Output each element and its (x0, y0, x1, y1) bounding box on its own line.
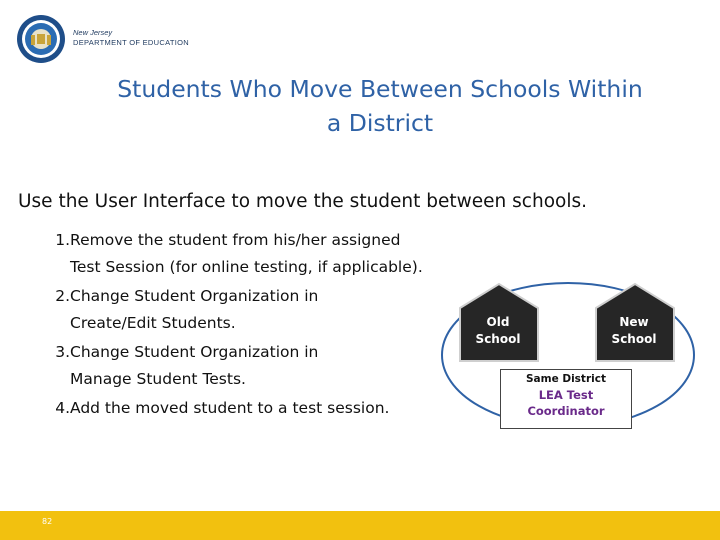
step-number: 2. (55, 287, 70, 305)
old-school-label-line: School (475, 332, 521, 346)
page-number: 82 (42, 517, 53, 526)
step-item (24, 395, 470, 422)
nj-state-seal-logo (16, 14, 66, 64)
step-text-line: Add the moved student to a test session. (70, 399, 390, 417)
footer-bar (0, 511, 720, 540)
step-text-line: Change Student Organization in (70, 343, 319, 361)
slide-title (60, 72, 700, 140)
agency-name (73, 28, 189, 48)
new-school-label (598, 314, 670, 348)
step-number: 3. (55, 343, 70, 361)
state-name: New Jersey (73, 28, 113, 37)
step-text-line: Remove the student from his/her assigned (70, 231, 401, 249)
old-school-label (462, 314, 534, 348)
step-item (24, 339, 470, 393)
step-text-line: Create/Edit Students. (70, 314, 236, 332)
step-text-line: Change Student Organization in (70, 287, 319, 305)
step-text-line: Test Session (for online testing, if applicable). (70, 258, 423, 276)
step-number: 4. (55, 399, 70, 417)
same-district-label: Same District (526, 373, 606, 385)
lea-label-line: LEA Test (538, 388, 594, 402)
title-line-1: Students Who Move Between Schools Within (117, 75, 643, 103)
step-item (24, 283, 470, 337)
department-name: DEPARTMENT OF EDUCATION (73, 38, 189, 47)
step-text (70, 395, 470, 422)
step-number: 1. (55, 231, 70, 249)
intro-text: Use the User Interface to move the student between schools. (18, 191, 587, 212)
step-item (24, 227, 470, 281)
step-text-line: Manage Student Tests. (70, 370, 246, 388)
steps-list (24, 227, 470, 424)
lea-coordinator-label (501, 387, 631, 419)
step-text (70, 339, 470, 393)
new-school-label-line: New (619, 315, 649, 329)
new-school-label-line: School (611, 332, 657, 346)
title-line-2: a District (326, 109, 434, 137)
old-school-label-line: Old (486, 315, 510, 329)
lea-label-line: Coordinator (527, 404, 605, 418)
step-text (70, 227, 470, 281)
step-text (70, 283, 470, 337)
lea-coordinator-box (500, 369, 632, 429)
